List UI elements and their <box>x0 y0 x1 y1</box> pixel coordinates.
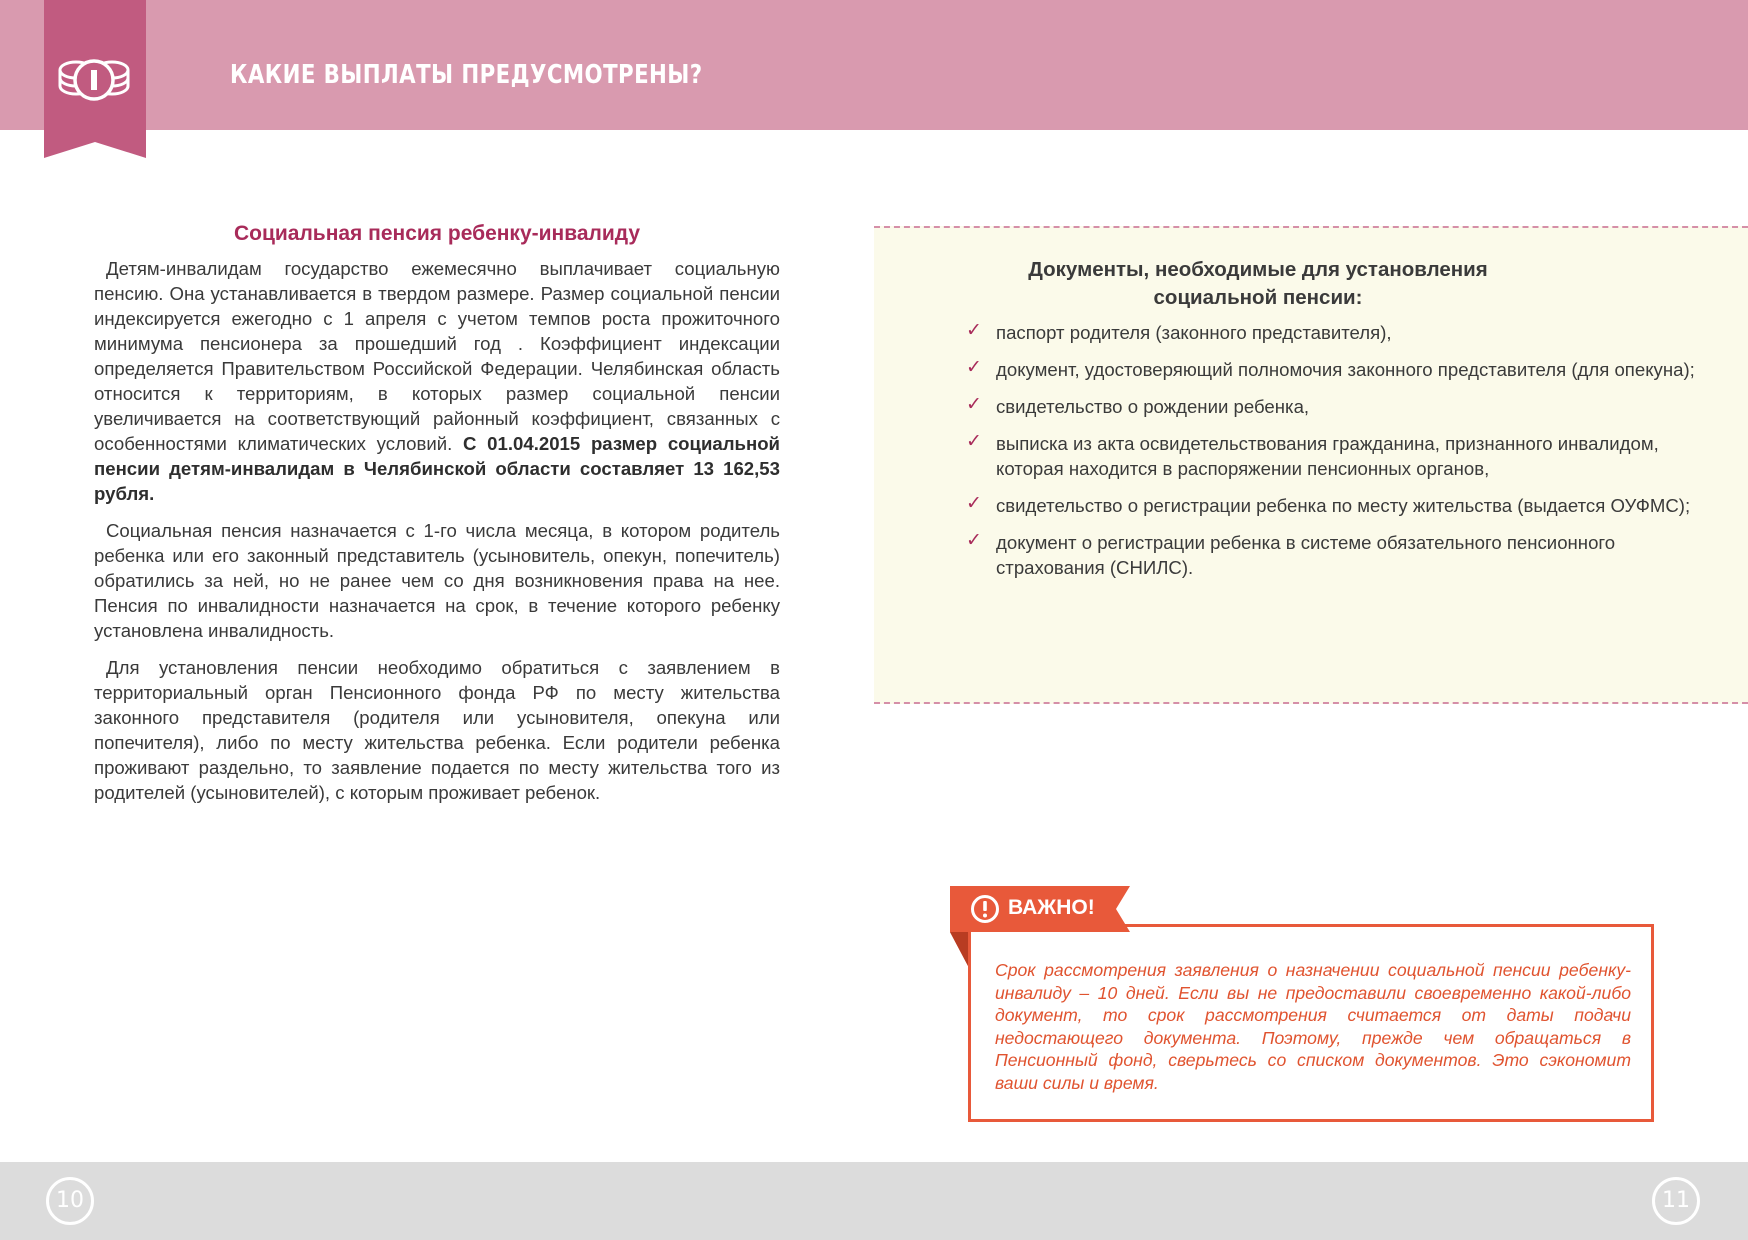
list-item <box>966 493 1696 518</box>
check-icon: ✓ <box>966 320 982 341</box>
paragraph-text: Детям-инвалидам государство ежемесячно выплачивает социальную пенсию. Она устанавливается в твердом размере. Размер социальной пенсии индексируется ежегодно с 1 апреля с учетом темпов роста прожиточного минимума пенсионера за прошедший год . Коэффициент индексации определяется Правительством Российской Федерации. Челябинская область относится к территориям, в которых размер социальной пенсии увеличивается на соответствующий районный коэффициент, связанных с особенностями климатических условий. <box>94 258 780 454</box>
list-item <box>966 530 1696 580</box>
list-item <box>966 431 1696 481</box>
coins-icon <box>56 52 132 104</box>
list-item-text: выписка из акта освидетельствования гражданина, признанного инвалидом, которая находится в распоряжении пенсионных органов, <box>996 433 1659 479</box>
paragraph-pension-info <box>94 256 780 506</box>
documents-title-line1: Документы, необходимые для установления <box>1028 258 1488 281</box>
paragraph-assignment: Социальная пенсия назначается с 1-го числа месяца, в котором родитель ребенка или его законный представитель (усыновитель, опекун, попечитель) обратились за ней, но не ранее чем со дня возникновения права на нее. Пенсия по инвалидности назначается на срок, в течение которого ребенку установлена инвалидность. <box>94 520 780 641</box>
list-item <box>966 357 1696 382</box>
warning-icon <box>970 894 1000 924</box>
page-footer <box>0 1162 1748 1240</box>
check-icon: ✓ <box>966 431 982 452</box>
check-icon: ✓ <box>966 394 982 415</box>
check-icon: ✓ <box>966 357 982 378</box>
documents-list <box>966 320 1696 592</box>
left-column <box>94 222 780 817</box>
check-icon: ✓ <box>966 493 982 514</box>
documents-title-line2: социальной пенсии: <box>1153 286 1363 309</box>
list-item-text: документ о регистрации ребенка в системе обязательного пенсионного страхования (СНИЛС). <box>996 532 1616 578</box>
page-number-left: 10 <box>46 1177 94 1225</box>
list-item-text: паспорт родителя (законного представителя), <box>996 322 1392 343</box>
paragraph-bold-amount: С 01.04.2015 размер социальной пенсии детям-инвалидам в Челябинской области составляет 13 162,53 рубля. <box>94 433 780 504</box>
documents-box <box>874 226 1748 704</box>
section-heading: Социальная пенсия ребенку-инвалиду <box>233 222 641 245</box>
check-icon: ✓ <box>966 530 982 551</box>
list-item <box>966 320 1696 345</box>
important-label: ВАЖНО! <box>1008 896 1095 919</box>
list-item-text: документ, удостоверяющий полномочия законного представителя (для опекуна); <box>996 359 1695 380</box>
page-title: КАКИЕ ВЫПЛАТЫ ПРЕДУСМОТРЕНЫ? <box>230 60 703 90</box>
list-item-text: свидетельство о регистрации ребенка по месту жительства (выдается ОУФМС); <box>996 495 1691 516</box>
page-number-right: 11 <box>1652 1177 1700 1225</box>
documents-title <box>874 256 1642 312</box>
list-item <box>966 394 1696 419</box>
paragraph-application: Для установления пенсии необходимо обратиться с заявлением в территориальный орган Пенсионного фонда РФ по месту жительства законного представителя (родителя или усыновителя, опекуна или попечителя), либо по месту жительства ребенка. Если родители ребенка проживают раздельно, то заявление подается по месту жительства того из родителей (усыновителей), с которым проживает ребенок. <box>94 657 780 803</box>
important-text: Срок рассмотрения заявления о назначении социальной пенсии ребенку-инвалиду – 10 дней. Если вы не предоставили своевременно какой-либо документ, то срок рассмотрения считается от даты подачи недостающего документа. Поэтому, прежде чем обращаться в Пенсионный фонд, сверьтесь со списком документов. Это сэкономит ваши силы и время. <box>995 960 1631 1093</box>
list-item-text: свидетельство о рождении ребенка, <box>996 396 1310 417</box>
